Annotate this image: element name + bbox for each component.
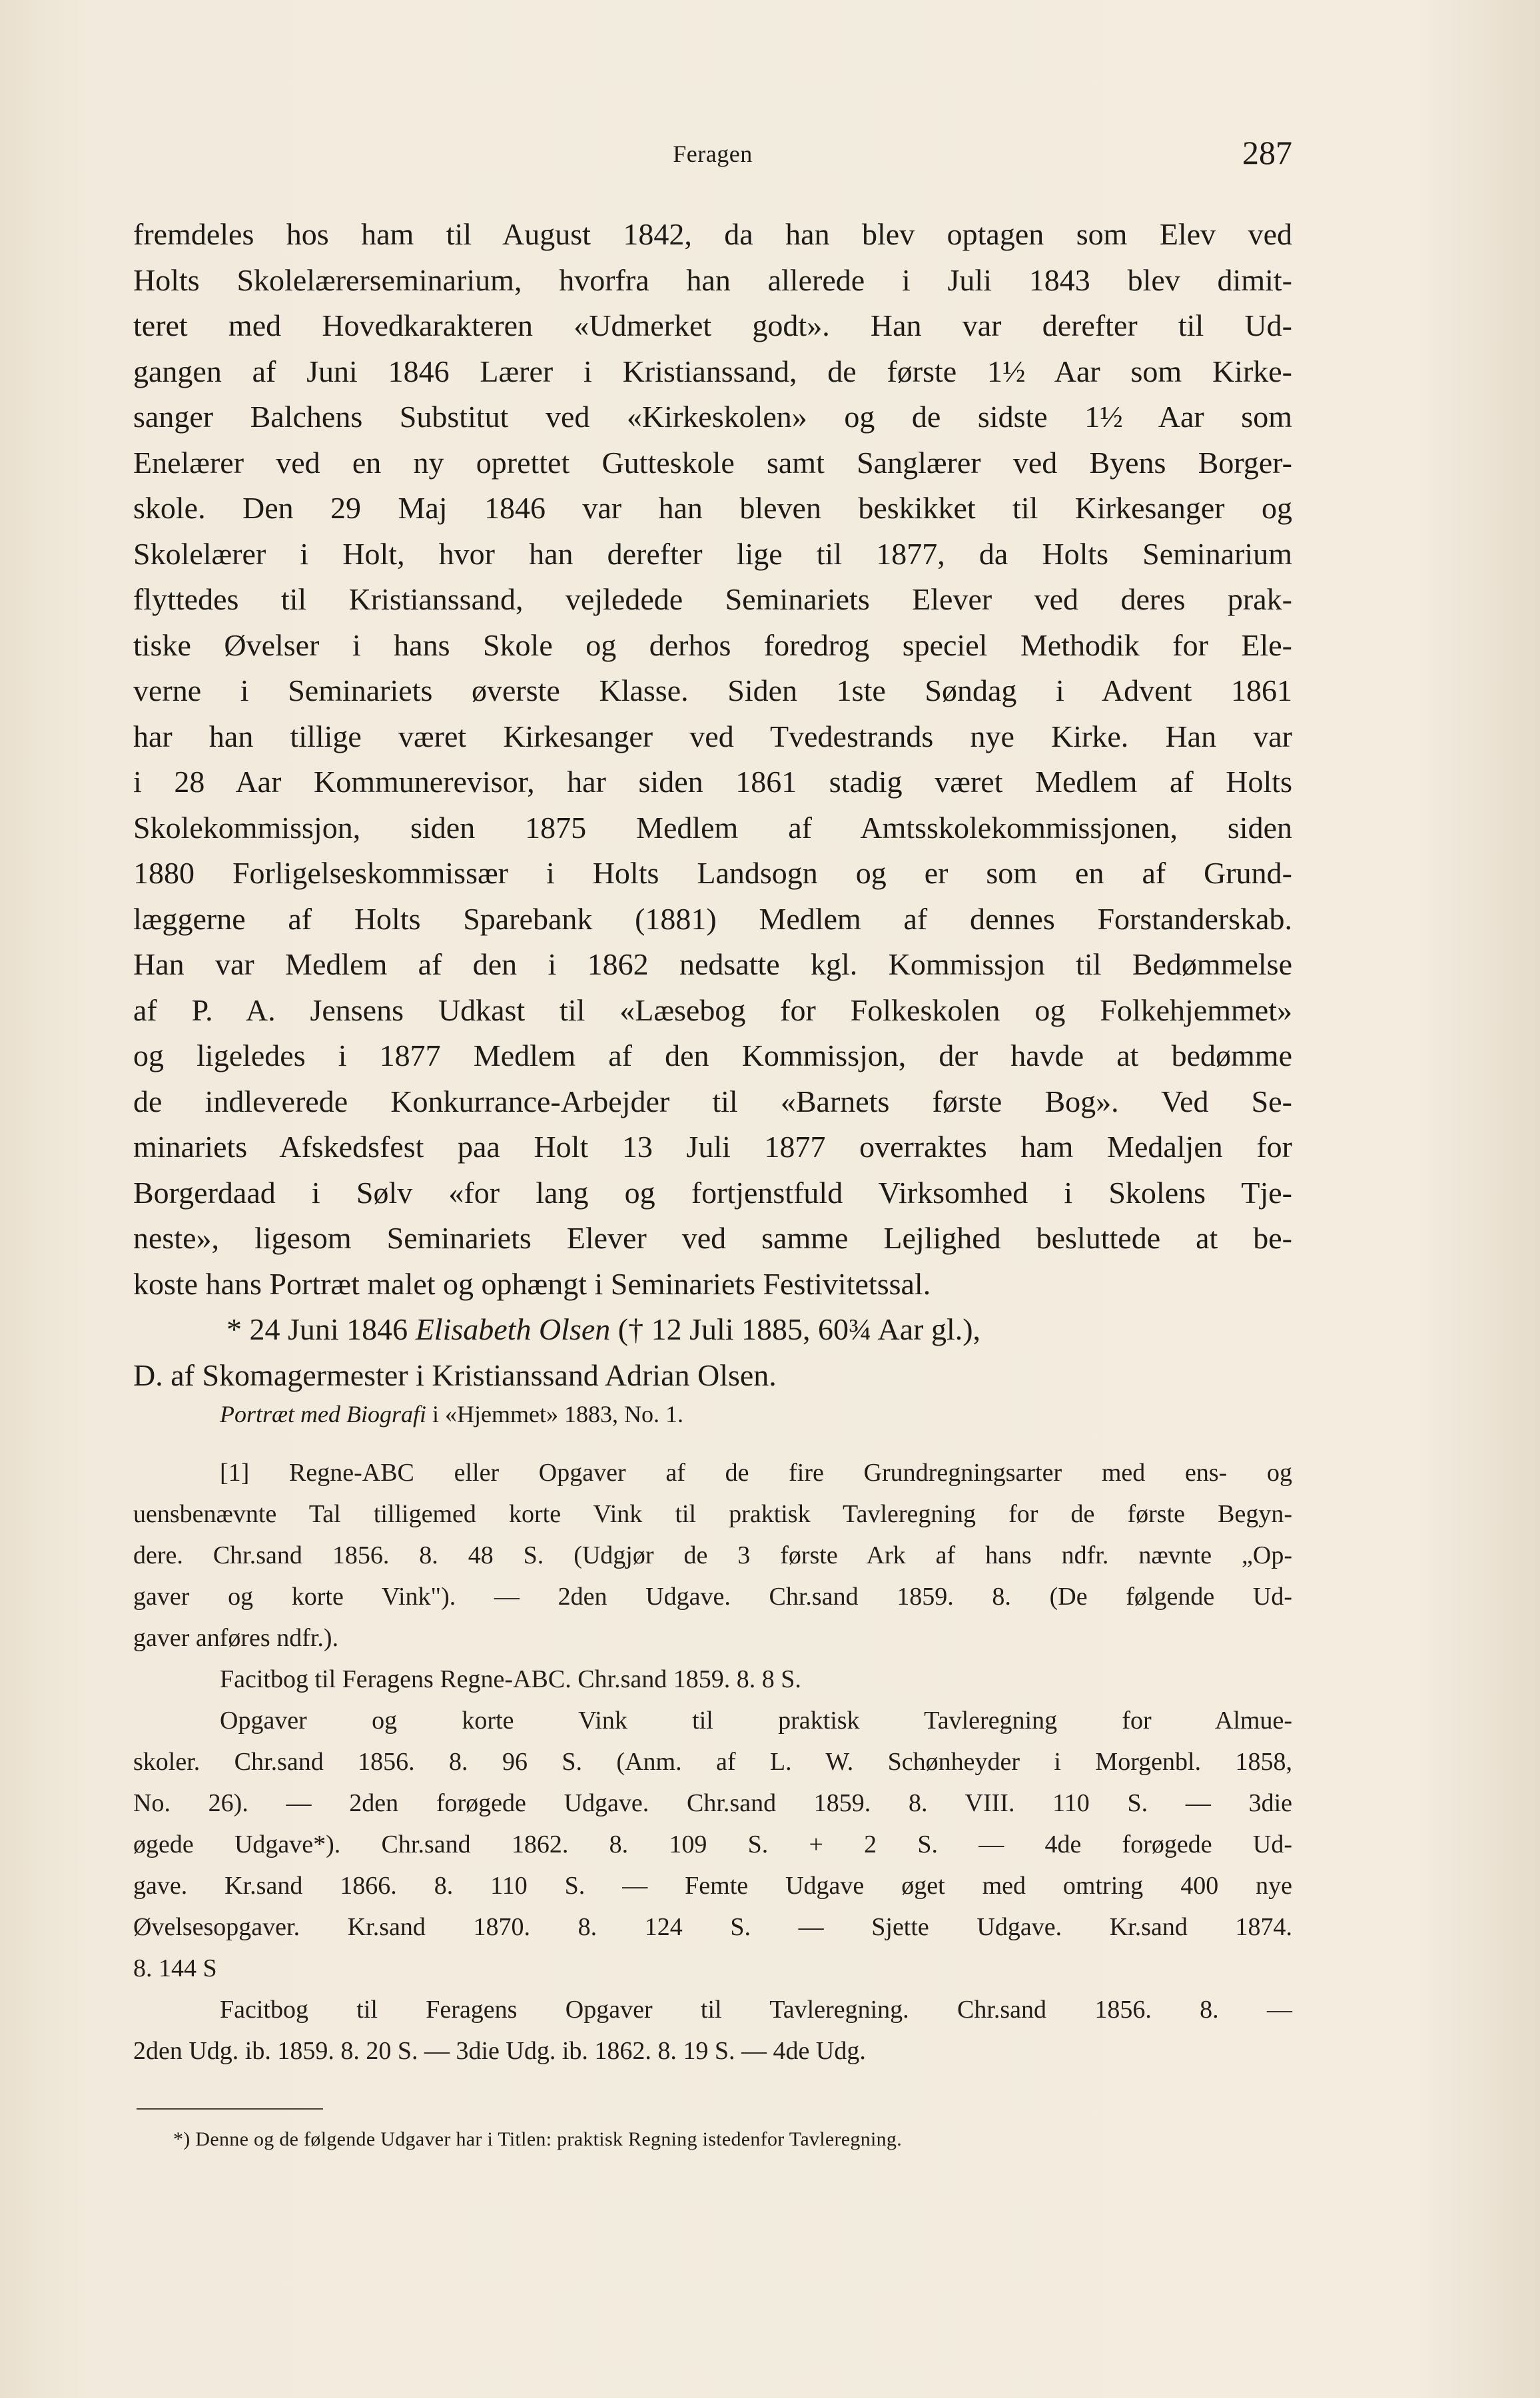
page-number: 287 (1242, 134, 1292, 171)
body-line: i 28 Aar Kommunerevisor, har siden 1861 stadig været Medlem af Holts (133, 765, 1292, 799)
body-line: skole. Den 29 Maj 1846 var han bleven beskikket til Kirkesanger og (133, 491, 1292, 525)
bibliography-line: dere. Chr.sand 1856. 8. 48 S. (Udgjør de 3 første Ark af hans ndfr. nævnte „Op- (133, 1541, 1292, 1569)
bibliography-line: gaver anføres ndfr.). (133, 1624, 339, 1652)
body-line: fremdeles hos ham til August 1842, da han blev optagen som Elev ved (133, 217, 1292, 251)
body-line: tiske Øvelser i hans Skole og derhos foredrog speciel Methodik for Ele- (133, 627, 1292, 662)
body-line: neste», ligesom Seminariets Elever ved samme Lejlighed besluttede at be- (133, 1221, 1292, 1255)
bibliography-line: uensbenævnte Tal tilligemed korte Vink til praktisk Tavleregning for de første Begyn- (133, 1500, 1292, 1528)
body-line: Skolelærer i Holt, hvor han derefter lige til 1877, da Holts Seminarium (133, 536, 1292, 571)
running-title: Feragen (673, 141, 753, 167)
marriage-details: († 12 Juli 1885, 60¾ Aar gl.), (610, 1312, 981, 1346)
body-line: 1880 Forligelseskommissær i Holts Landsogn og er som en af Grund- (133, 856, 1292, 890)
bibliography-line: Opgaver og korte Vink til praktisk Tavleregning for Almue- (220, 1707, 1292, 1735)
body-line: Skolekommissjon, siden 1875 Medlem af Amtsskolekommissjonen, siden (133, 810, 1292, 845)
body-line: og ligeledes i 1877 Medlem af den Kommissjon, der havde at bedømme (133, 1038, 1292, 1072)
bibliography-line: Øvelsesopgaver. Kr.sand 1870. 8. 124 S. — Sjette Udgave. Kr.sand 1874. (133, 1913, 1292, 1941)
body-line: minariets Afskedsfest paa Holt 13 Juli 1877 overraktes ham Medaljen for (133, 1130, 1292, 1164)
portrait-note-italic: Portræt med Biografi (220, 1401, 427, 1427)
marriage-line-2: D. af Skomagermester i Kristianssand Adrian Olsen. (133, 1358, 777, 1392)
body-line: Han var Medlem af den i 1862 nedsatte kgl. Kommissjon til Bedømmelse (133, 947, 1292, 981)
bibliography-line: 2den Udg. ib. 1859. 8. 20 S. — 3die Udg. ib. 1862. 8. 19 S. — 4de Udg. (133, 2037, 866, 2065)
main-text (133, 212, 1292, 1398)
body-line: af P. A. Jensens Udkast til «Læsebog for Folkeskolen og Folkehjemmet» (133, 993, 1292, 1027)
bibliography (133, 1452, 1292, 2072)
body-line: teret med Hovedkarakteren «Udmerket godt». Han var derefter til Ud- (133, 308, 1292, 342)
running-head (133, 133, 1292, 180)
body-line: flyttedes til Kristianssand, vejledede Seminariets Elever ved deres prak- (133, 582, 1292, 616)
body-line: Enelærer ved en ny oprettet Gutteskole samt Sanglærer ved Byens Borger- (133, 445, 1292, 480)
portrait-note (220, 1398, 1286, 1431)
bibliography-line: [1] Regne-ABC eller Opgaver af de fire Grundregningsarter med ens- og (220, 1459, 1292, 1487)
bibliography-line: 8. 144 S (133, 1954, 217, 1982)
body-line: sanger Balchens Substitut ved «Kirkeskolen» og de sidste 1½ Aar som (133, 400, 1292, 434)
body-line: har han tillige været Kirkesanger ved Tvedestrands nye Kirke. Han var (133, 719, 1292, 753)
body-line: verne i Seminariets øverste Klasse. Siden 1ste Søndag i Advent 1861 (133, 673, 1292, 707)
spouse-name: Elisabeth Olsen (415, 1312, 611, 1346)
bibliography-line: gaver og korte Vink"). — 2den Udgave. Chr.sand 1859. 8. (De følgende Ud- (133, 1583, 1292, 1611)
bibliography-line: No. 26). — 2den forøgede Udgave. Chr.sand 1859. 8. VIII. 110 S. — 3die (133, 1789, 1292, 1817)
body-line: de indleverede Konkurrance-Arbejder til «Barnets første Bog». Ved Se- (133, 1084, 1292, 1118)
footnote: *) Denne og de følgende Udgaver har i Titlen: praktisk Regning istedenfor Tavleregning. (173, 2128, 903, 2150)
marriage-line (133, 1307, 1292, 1353)
bibliography-line: Facitbog til Feragens Regne-ABC. Chr.sand 1859. 8. 8 S. (220, 1665, 801, 1693)
body-line: Holts Skolelærerseminarium, hvorfra han allerede i Juli 1843 blev dimit- (133, 262, 1292, 297)
body-line: Borgerdaad i Sølv «for lang og fortjenstfuld Virksomhed i Skolens Tje- (133, 1175, 1292, 1210)
portrait-note-source: i «Hjemmet» 1883, No. 1. (426, 1401, 683, 1427)
body-line: læggerne af Holts Sparebank (1881) Medlem af dennes Forstanderskab. (133, 901, 1292, 936)
marriage-date: * 24 Juni 1846 (226, 1312, 416, 1346)
bibliography-line: skoler. Chr.sand 1856. 8. 96 S. (Anm. af L. W. Schønheyder i Morgenbl. 1858, (133, 1748, 1292, 1776)
body-line: gangen af Juni 1846 Lærer i Kristianssand, de første 1½ Aar som Kirke- (133, 354, 1292, 388)
bibliography-line: gave. Kr.sand 1866. 8. 110 S. — Femte Udgave øget med omtring 400 nye (133, 1872, 1292, 1900)
bibliography-line: øgede Udgave*). Chr.sand 1862. 8. 109 S. + 2 S. — 4de forøgede Ud- (133, 1830, 1292, 1858)
body-line: koste hans Portræt malet og ophængt i Seminariets Festivitetssal. (133, 1266, 931, 1301)
bibliography-line: Facitbog til Feragens Opgaver til Tavleregning. Chr.sand 1856. 8. — (220, 1996, 1292, 2024)
footnote-divider (137, 2108, 323, 2110)
